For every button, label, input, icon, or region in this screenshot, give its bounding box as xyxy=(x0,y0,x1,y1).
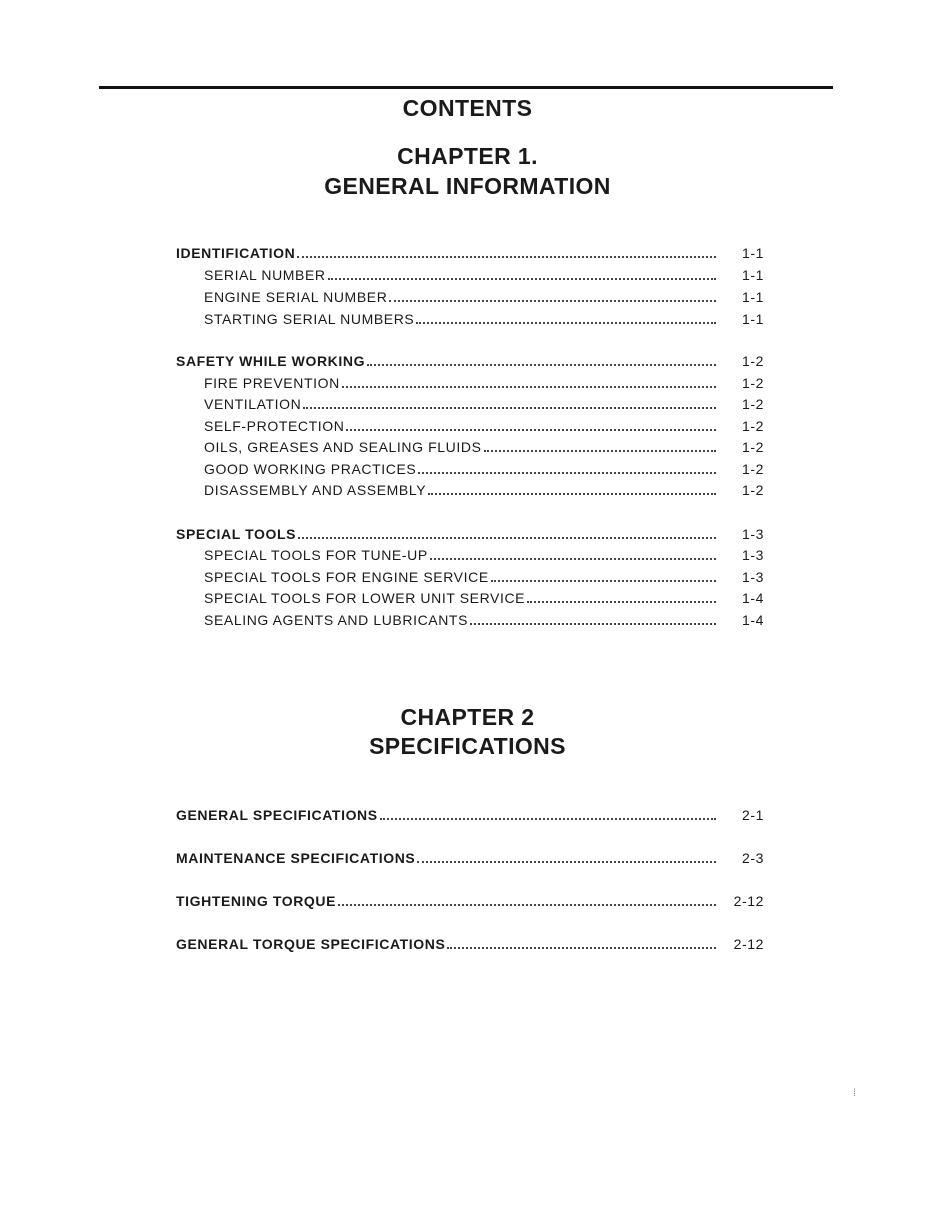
toc-entry[interactable] xyxy=(176,240,764,262)
toc-entry-title: OILS, GREASES AND SEALING FLUIDS xyxy=(204,439,482,455)
toc-entry-title: SPECIAL TOOLS xyxy=(176,526,297,542)
toc-entry-title: SELF-PROTECTION xyxy=(204,418,345,434)
toc-entry-page: 2-1 xyxy=(741,807,764,823)
toc-entry-page: 1-2 xyxy=(741,353,764,369)
toc-entry[interactable] xyxy=(176,391,764,413)
dot-leader xyxy=(491,579,716,582)
dot-leader xyxy=(428,492,716,495)
toc-entry[interactable] xyxy=(176,802,764,824)
toc-entry[interactable] xyxy=(176,564,764,586)
toc-entry-page: 1-1 xyxy=(741,289,764,305)
toc-entry-title: GENERAL SPECIFICATIONS xyxy=(176,807,378,823)
dot-leader xyxy=(342,385,716,388)
toc-entry-title: GENERAL TORQUE SPECIFICATIONS xyxy=(176,936,446,952)
chapter1-heading: CHAPTER 1. xyxy=(397,143,538,169)
toc-entry-title: STARTING SERIAL NUMBERS xyxy=(204,311,415,327)
dot-leader xyxy=(484,449,716,452)
toc-entry-title: FIRE PREVENTION xyxy=(204,375,340,391)
toc-entry[interactable] xyxy=(176,370,764,392)
toc-entry[interactable] xyxy=(176,845,764,867)
toc-entry-page: 1-2 xyxy=(741,439,764,455)
dot-leader xyxy=(338,903,716,906)
toc-entry[interactable] xyxy=(176,585,764,607)
toc-entry[interactable] xyxy=(176,262,764,284)
dot-leader xyxy=(346,428,716,431)
dot-leader xyxy=(303,406,716,409)
toc-entry[interactable] xyxy=(176,413,764,435)
toc-entry-page: 2-3 xyxy=(741,850,764,866)
toc-entry-page: 1-2 xyxy=(741,482,764,498)
chapter1-subheading: GENERAL INFORMATION xyxy=(324,173,611,199)
toc-entry-page: 1-4 xyxy=(741,590,764,606)
toc-entry[interactable] xyxy=(176,607,764,629)
toc-entry[interactable] xyxy=(176,306,764,328)
dot-leader xyxy=(447,946,716,949)
toc-entry-page: 1-1 xyxy=(741,267,764,283)
toc-entry[interactable] xyxy=(176,348,764,370)
toc-entry-page: 2-12 xyxy=(733,936,764,952)
toc-entry-page: 1-3 xyxy=(741,547,764,563)
dot-leader xyxy=(470,622,716,625)
dot-leader xyxy=(430,557,716,560)
toc-entry-page: 2-12 xyxy=(733,893,764,909)
toc-entry[interactable] xyxy=(176,434,764,456)
toc-entry[interactable] xyxy=(176,931,764,953)
toc-entry-page: 1-2 xyxy=(741,461,764,477)
toc-entry[interactable] xyxy=(176,542,764,564)
toc-entry-page: 1-3 xyxy=(741,569,764,585)
toc-entry-title: SAFETY WHILE WORKING xyxy=(176,353,366,369)
toc-entry-page: 1-3 xyxy=(741,526,764,542)
toc-entry-title: SEALING AGENTS AND LUBRICANTS xyxy=(204,612,469,628)
toc-entry-title: SERIAL NUMBER xyxy=(204,267,326,283)
toc-entry-title: MAINTENANCE SPECIFICATIONS xyxy=(176,850,416,866)
toc-entry-title: DISASSEMBLY AND ASSEMBLY xyxy=(204,482,427,498)
dot-leader xyxy=(298,536,716,539)
toc-entry-title: TIGHTENING TORQUE xyxy=(176,893,337,909)
toc-entry[interactable] xyxy=(176,284,764,306)
dot-leader xyxy=(527,600,716,603)
toc-entry-title: GOOD WORKING PRACTICES xyxy=(204,461,417,477)
toc-entry-page: 1-4 xyxy=(741,612,764,628)
toc-entry-page: 1-2 xyxy=(741,418,764,434)
scan-speck: ⁞ xyxy=(853,1088,856,1099)
chapter2-subheading: SPECIFICATIONS xyxy=(369,733,566,759)
dot-leader xyxy=(297,255,716,258)
toc-entry-title: ENGINE SERIAL NUMBER xyxy=(204,289,388,305)
toc-entry-title: VENTILATION xyxy=(204,396,302,412)
toc-entry-title: SPECIAL TOOLS FOR LOWER UNIT SERVICE xyxy=(204,590,526,606)
dot-leader xyxy=(416,321,716,324)
dot-leader xyxy=(418,471,716,474)
dot-leader xyxy=(380,817,716,820)
toc-entry-page: 1-2 xyxy=(741,396,764,412)
toc-entry-title: SPECIAL TOOLS FOR TUNE-UP xyxy=(204,547,428,563)
chapter2-heading: CHAPTER 2 xyxy=(400,704,535,730)
dot-leader xyxy=(367,363,716,366)
top-rule xyxy=(99,86,833,89)
dot-leader xyxy=(389,299,716,302)
toc-entry[interactable] xyxy=(176,456,764,478)
dot-leader xyxy=(417,860,716,863)
toc-entry-page: 1-1 xyxy=(741,245,764,261)
toc-entry-page: 1-2 xyxy=(741,375,764,391)
toc-entry[interactable] xyxy=(176,521,764,543)
toc-entry[interactable] xyxy=(176,888,764,910)
dot-leader xyxy=(328,277,716,280)
toc-entry[interactable] xyxy=(176,477,764,499)
toc-entry-page: 1-1 xyxy=(741,311,764,327)
toc-entry-title: SPECIAL TOOLS FOR ENGINE SERVICE xyxy=(204,569,489,585)
toc-entry-title: IDENTIFICATION xyxy=(176,245,296,261)
contents-title: CONTENTS xyxy=(402,95,533,121)
